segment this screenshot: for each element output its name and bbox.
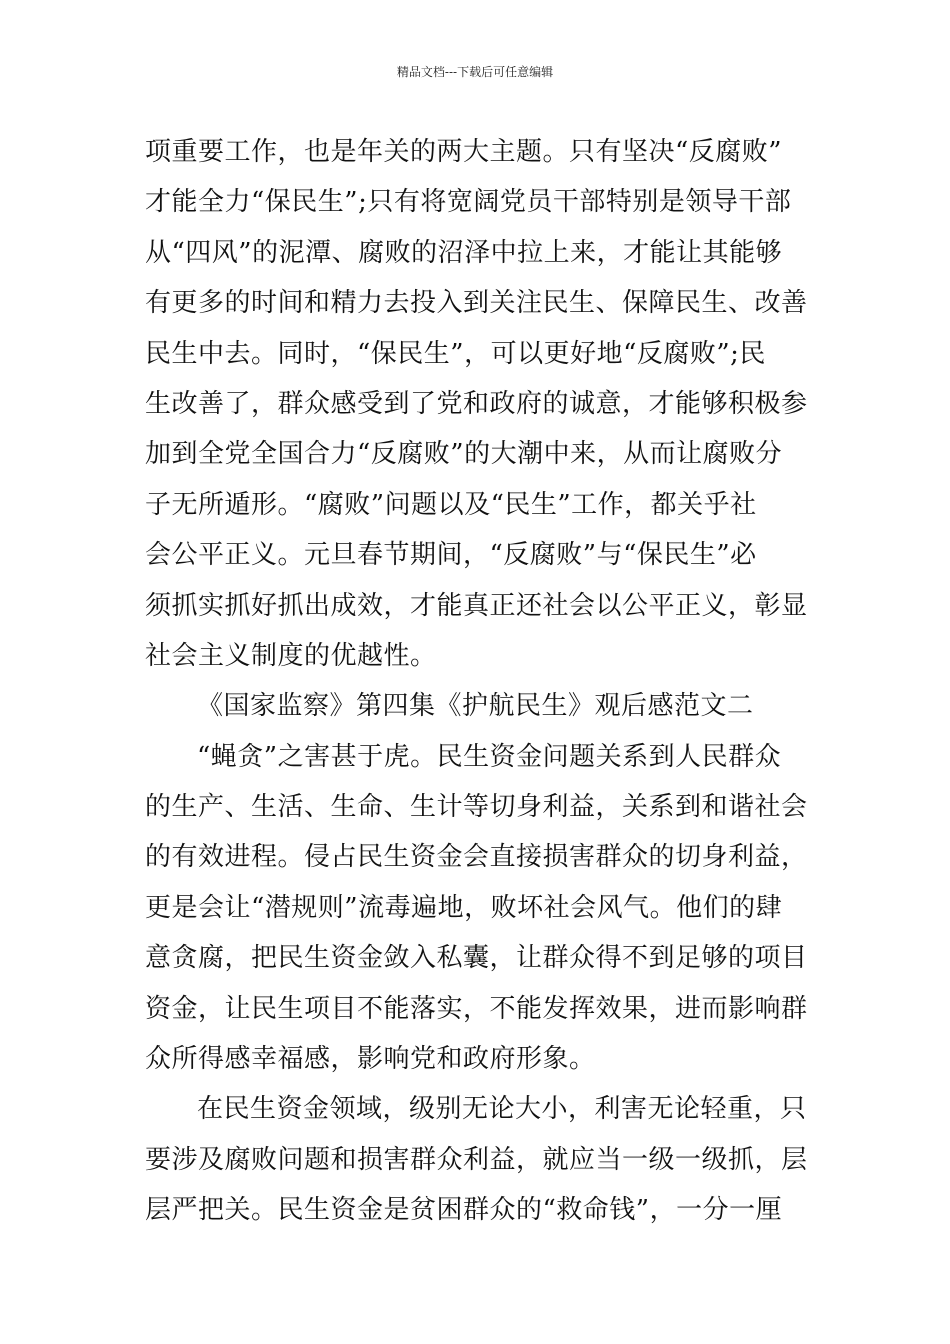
text-line: 有更多的时间和精力去投入到关注民生、保障民生、改善 — [145, 288, 808, 319]
text-line: 加到全党全国合力“反腐败”的大潮中来，从而让腐败分 — [145, 439, 783, 470]
section-heading: 《国家监察》第四集《护航民生》观后感范文二 — [197, 691, 754, 722]
page-header: 精品文档---下载后可任意编辑 — [396, 65, 554, 79]
text-line: 更是会让“潜规则”流毒遍地，败坏社会风气。他们的肆 — [145, 892, 783, 923]
text-line: 社会主义制度的优越性。 — [145, 640, 437, 671]
paragraph-start: “蝇贪”之害甚于虎。民生资金问题关系到人民群众 — [197, 741, 782, 772]
text-line: 生改善了，群众感受到了党和政府的诚意，才能够积极参 — [145, 388, 808, 419]
text-line: 须抓实抓好抓出成效，才能真正还社会以公平正义，彰显 — [145, 590, 808, 621]
text-line: 项重要工作，也是年关的两大主题。只有坚决“反腐败” — [145, 137, 783, 167]
paragraph-start: 在民生资金领域，级别无论大小，利害无论轻重，只 — [197, 1094, 807, 1125]
text-line: 众所得感幸福感，影响党和政府形象。 — [145, 1044, 596, 1075]
document-body — [145, 127, 810, 1236]
text-line: 意贪腐，把民生资金敛入私囊，让群众得不到足够的项目 — [145, 943, 808, 974]
text-line: 民生中去。同时，“保民生”，可以更好地“反腐败”;民 — [145, 338, 766, 369]
text-line: 才能全力“保民生”;只有将宽阔党员干部特别是领导干部 — [145, 187, 792, 218]
text-line: 会公平正义。元旦春节期间，“反腐败”与“保民生”必 — [145, 540, 757, 571]
text-line: 层严把关。民生资金是贫困群众的“救命钱”，一分一厘 — [145, 1195, 783, 1226]
text-line: 的生产、生活、生命、生计等切身利益，关系到和谐社会 — [145, 792, 808, 823]
text-line: 的有效进程。侵占民生资金会直接损害群众的切身利益， — [145, 842, 808, 873]
text-line: 子无所遁形。“腐败”问题以及“民生”工作，都关乎社 — [145, 489, 757, 520]
text-line: 资金，让民生项目不能落实，不能发挥效果，进而影响群 — [145, 993, 808, 1024]
text-line: 从“四风”的泥潭、腐败的沼泽中拉上来，才能让其能够 — [145, 237, 783, 268]
text-line: 要涉及腐败问题和损害群众利益，就应当一级一级抓，层 — [145, 1144, 808, 1175]
